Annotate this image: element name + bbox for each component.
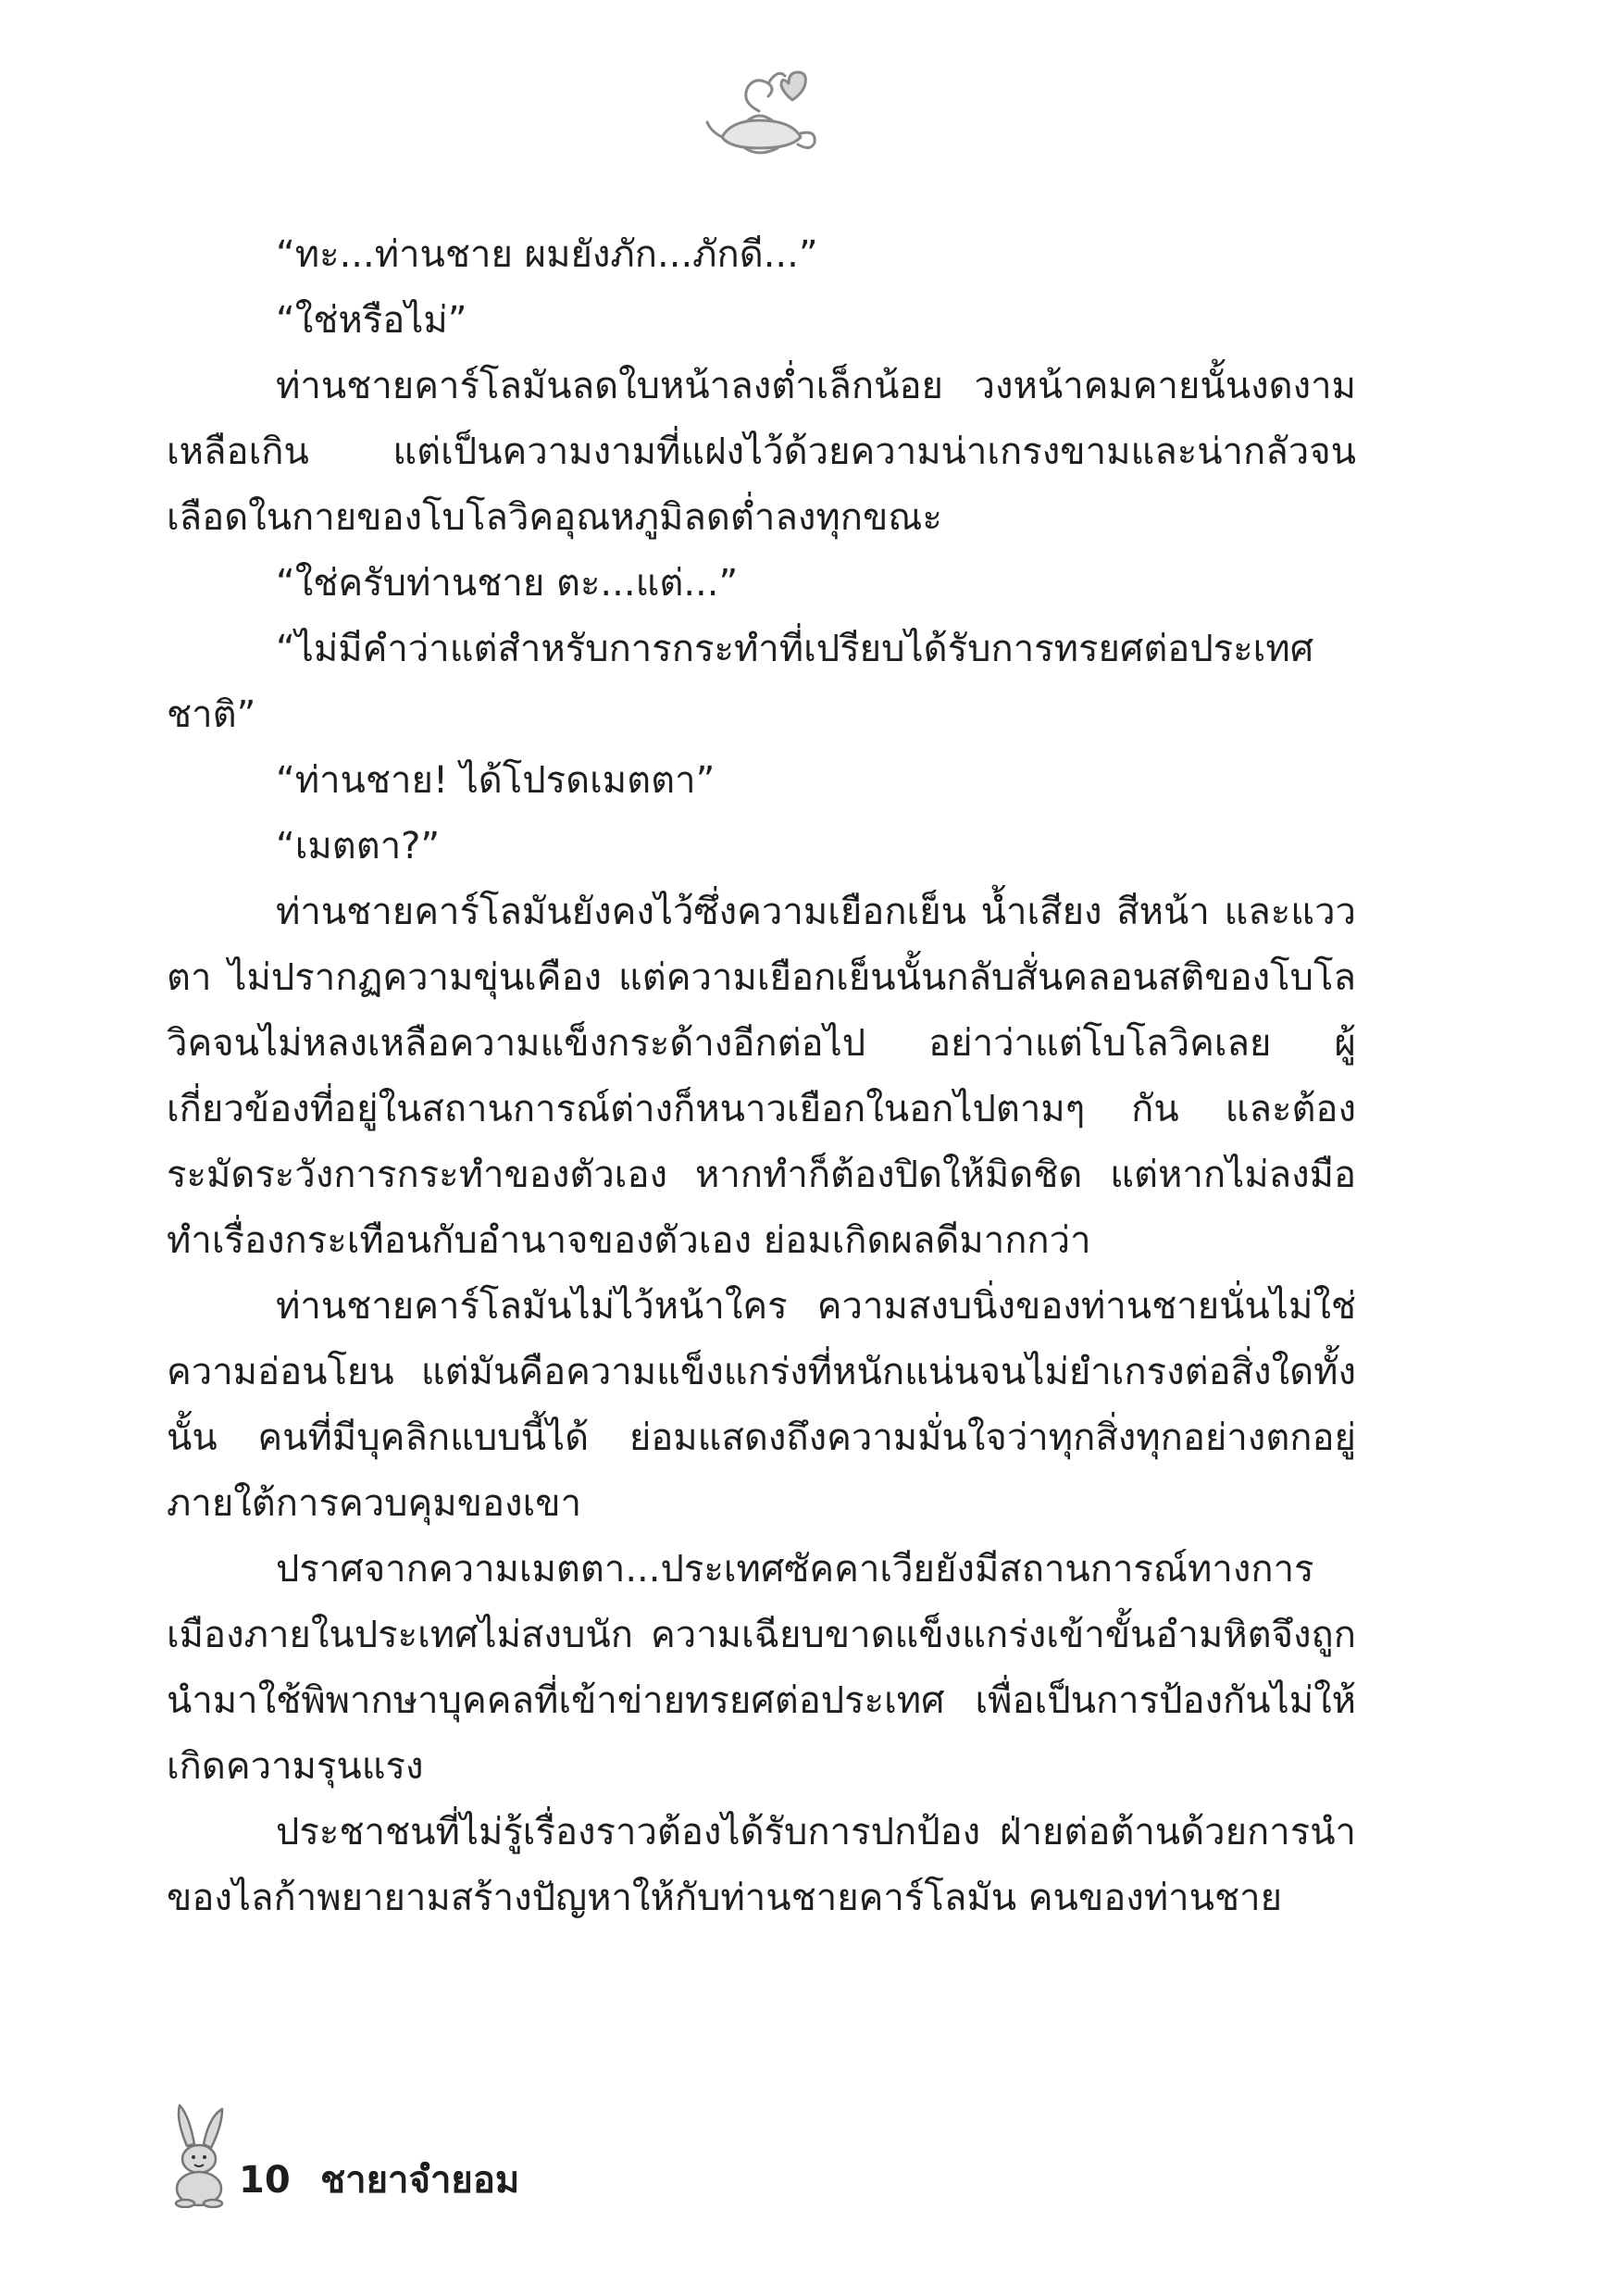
paragraph: “ทะ...ท่านชาย ผมยังภัก...ภักดี...” bbox=[276, 233, 818, 276]
paragraph: “ใช่ครับท่านชาย ตะ...แต่...” bbox=[276, 562, 739, 605]
page-number: 10 bbox=[239, 2159, 291, 2202]
paragraph: “เมตตา?” bbox=[276, 825, 441, 867]
body-text bbox=[167, 222, 1356, 2102]
book-title: ชายาจำยอม bbox=[320, 2159, 520, 2202]
paragraph: ท่านชายคาร์โลมันลดใบหน้าลงต่ำเล็กน้อย วงหน้าคมคายนั้นงดงามเหลือเกิน แต่เป็นความงามที่แฝงไว้ด้วยความน่าเกรงขามและน่ากลัวจนเลือดในกายของโบโลวิคอุณหภูมิลดต่ำลงทุกขณะ bbox=[167, 365, 1356, 539]
rabbit-icon bbox=[167, 2102, 231, 2208]
paragraph: ท่านชายคาร์โลมันไม่ไว้หน้าใคร ความสงบนิ่งของท่านชายนั่นไม่ใช่ความอ่อนโยน แต่มันคือความแข็งแกร่งที่หนักแน่นจนไม่ยำเกรงต่อสิ่งใดทั้งนั้น คนที่มีบุคลิกแบบนี้ได้ ย่อมแสดงถึงความมั่นใจว่าทุกสิ่งทุกอย่างตกอยู่ภายใต้การควบคุมของเขา bbox=[167, 1285, 1356, 1525]
page-footer bbox=[167, 2102, 722, 2213]
paragraph: “ท่านชาย! ได้โปรดเมตตา” bbox=[276, 759, 716, 802]
paragraph: “ใช่หรือไม่” bbox=[276, 299, 467, 342]
paragraph: ปราศจากความเมตตา...ประเทศซัคคาเวียยังมีสถานการณ์ทางการเมืองภายในประเทศไม่สงบนัก ความเฉียบขาดแข็งแกร่งเข้าขั้นอำมหิตจึงถูกนำมาใช้พิพากษาบุคคลที่เข้าข่ายทรยศต่อประเทศ เพื่อเป็นการป้องกันไม่ให้เกิดความรุนแรง bbox=[167, 1548, 1356, 1788]
paragraph: “ไม่มีคำว่าแต่สำหรับการกระทำที่เปรียบได้รับการทรยศต่อประเทศชาติ” bbox=[167, 628, 1314, 736]
paragraph: ประชาชนที่ไม่รู้เรื่องราวต้องได้รับการปกป้อง ฝ่ายต่อต้านด้วยการนำของไลก้าพยายามสร้างปัญหาให้กับท่านชายคาร์โลมัน คนของท่านชาย bbox=[167, 1811, 1356, 1919]
paragraph: ท่านชายคาร์โลมันยังคงไว้ซึ่งความเยือกเย็น น้ำเสียง สีหน้า และแววตา ไม่ปรากฏความขุ่นเคือง แต่ความเยือกเย็นนั้นกลับสั่นคลอนสติของโบโลวิคจนไม่หลงเหลือความแข็งกระด้างอีกต่อไป อย่าว่าแต่โบโลวิคเลย ผู้เกี่ยวข้องที่อยู่ในสถานการณ์ต่างก็หนาวเยือกในอกไปตามๆ กัน และต้องระมัดระวังการกระทำของตัวเอง หากทำก็ต้องปิดให้มิดชิด แต่หากไม่ลงมือทำเรื่องกระเทือนกับอำนาจของตัวเอง ย่อมเกิดผลดีมากกว่า bbox=[167, 891, 1356, 1262]
teapot-cupid-icon bbox=[703, 56, 824, 167]
